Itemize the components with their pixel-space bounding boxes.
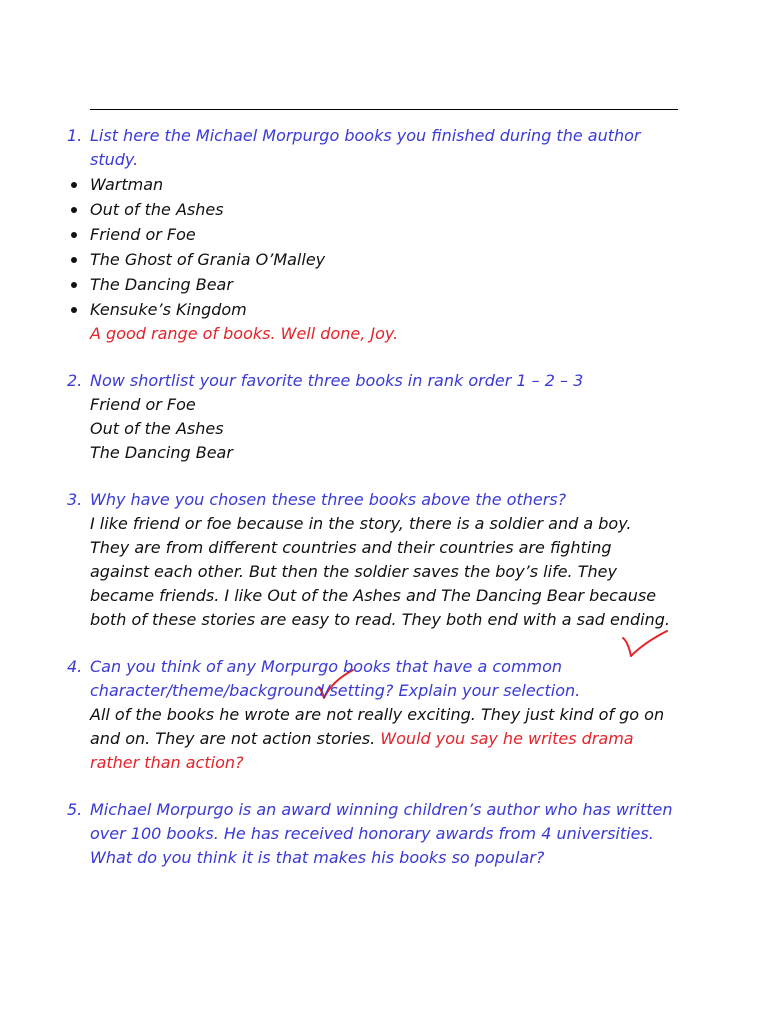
answer-line: I like friend or foe because in the story, there is a soldier and a boy. [90,514,632,533]
list-item: Out of the Ashes [90,197,680,222]
list-item: Kensuke’s Kingdom [90,297,680,322]
question-prompt: Now shortlist your favorite three books in rank order 1 – 2 – 3 [90,371,584,390]
question-2 [0,369,768,465]
question-number: 3. [67,490,83,509]
bullet-icon [71,257,77,263]
bullet-icon [71,307,77,313]
bullet-icon [71,207,77,213]
question-1 [0,124,768,346]
list-item: Wartman [90,172,680,197]
bullet-icon [71,282,77,288]
question-prompt: Can you think of any Morpurgo books that have a common [90,657,563,676]
question-prompt: over 100 books. He has received honorary awards from 4 universities. [90,824,654,843]
list-item: The Dancing Bear [90,272,680,297]
answer-line: and on. They are not action stories. Would you say he writes drama [90,729,634,748]
bullet-icon [71,182,77,188]
answer-line: Friend or Foe [90,395,196,414]
answer-line: The Dancing Bear [90,443,233,462]
question-number: 2. [67,371,83,390]
teacher-comment: rather than action? [90,753,244,772]
question-prompt: character/theme/background/setting? Explain your selection. [90,681,581,700]
bullet-icon [71,232,77,238]
answer-line: against each other. But then the soldier saves the boy’s life. They [90,562,617,581]
question-prompt: List here the Michael Morpurgo books you finished during the author [90,126,641,145]
teacher-comment: Would you say he writes drama [380,729,634,748]
question-number: 4. [67,657,83,676]
list-item: Friend or Foe [90,222,680,247]
question-number: 5. [67,800,83,819]
book-list [90,172,680,322]
question-prompt: What do you think it is that makes his books so popular? [90,848,545,867]
teacher-comment: A good range of books. Well done, Joy. [90,324,399,343]
question-prompt: Michael Morpurgo is an award winning children’s author who has written [90,800,673,819]
question-prompt: study. [90,150,139,169]
top-rule [90,109,678,110]
list-item: The Ghost of Grania O’Malley [90,247,680,272]
answer-line: Out of the Ashes [90,419,224,438]
question-3 [0,488,768,632]
question-number: 1. [67,126,83,145]
answer-line: both of these stories are easy to read. They both end with a sad ending. [90,610,670,629]
question-4 [0,655,768,775]
answer-line: They are from different countries and their countries are fighting [90,538,612,557]
answer-line: became friends. I like Out of the Ashes and The Dancing Bear because [90,586,657,605]
worksheet [0,124,768,893]
answer-line: All of the books he wrote are not really exciting. They just kind of go on [90,705,665,724]
question-prompt: Why have you chosen these three books above the others? [90,490,567,509]
question-5 [0,798,768,870]
